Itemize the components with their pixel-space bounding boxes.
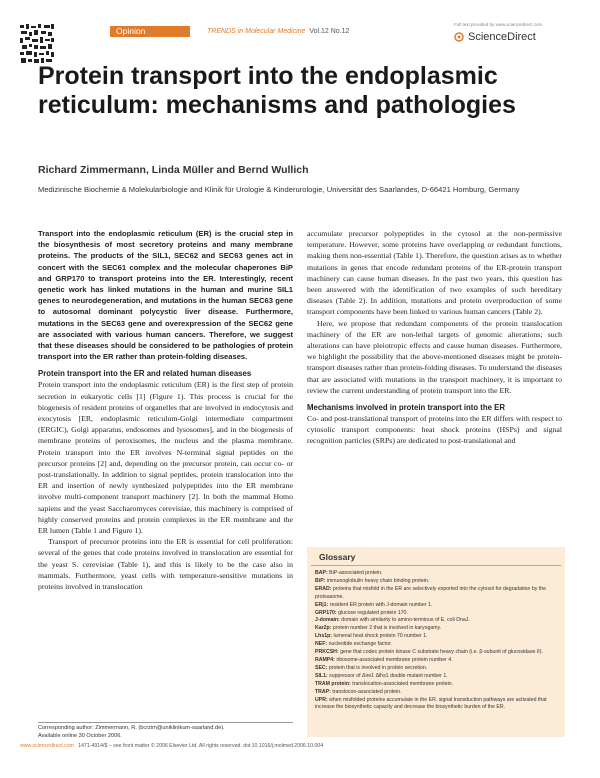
- glossary-item: [315, 689, 557, 697]
- glossary-item: [315, 570, 557, 578]
- glossary-item: [315, 625, 557, 633]
- glossary-term: UPR:: [315, 696, 328, 703]
- corresponding-author: Corresponding author: Zimmermann, R. (bcrzim@uniklinikum-saarland.de).: [38, 725, 225, 731]
- abstract: Transport into the endoplasmic reticulum (ER) is the crucial step in the biosynthesis of most secretory proteins and many membrane proteins. The products of the SIL1, SEC62 and SEC63 genes act in concert with the SEC61 complex and the molecular chaperones BiP and GRP170 to transport proteins into the ER. Interestingly, recent genetic work has linked mutations in the human and murine SIL1 genes to neurodegeneration, and mutations in the human SEC63 gene to autosomal dominant polycystic liver disease. Furthermore, mutations in the SEC63 gene and overexpression of the SEC62 gene are associated with various human cancers. Therefore, we suggest that these diseases should be considered to be pathologies of protein transport into the ER rather than protein-folding diseases.: [38, 229, 293, 362]
- glossary-term: TRAP:: [315, 688, 331, 695]
- sciencedirect-icon: [454, 32, 464, 42]
- glossary-box: [307, 547, 565, 737]
- paragraph: Protein transport into the endoplasmic reticulum (ER) is the first step of protein secretion in eukaryotic cells [1] (Figure 1). This process is crucial for the biogenesis of resident proteins of organelles that are involved in endocytosis and exocytosis [ER, endoplasmic reticulum-Golgi intermediate compartment (ERGIC), Golgi apparatus, endosomes and lysosomes], and in the biogenesis of membrane proteins of peroxisomes, the nucleus and the plasma membrane. Protein transport into the ER involves N-terminal signal peptides on the precursor proteins [2] and, depending on the precursor protein, can occur co- or post-translationally. In addition to signal peptides, protein translocation into the ER and insertion of newly synthesized polypeptides into the ER membrane involve multi-component transport machinery [2]. In both the mammal Homo sapiens and the yeast Saccharomyces cerevisiae, this machinery is comprised of highly conserved proteins and protein complexes in the ER membrane and the ER lumen (Table 1 and Figure 1).: [38, 380, 293, 536]
- glossary-definition: nucleotide exchange factor.: [328, 641, 392, 648]
- glossary-definition: protein number 2 that is involved in karyogamy.: [332, 625, 442, 632]
- glossary-definition: ribosome-associated membrane protein number 4.: [336, 656, 453, 663]
- glossary-item: [315, 610, 557, 618]
- right-column: [307, 228, 562, 447]
- glossary-title: Glossary: [311, 547, 561, 566]
- glossary-term: SEC:: [315, 664, 328, 671]
- glossary-definition: lumenal heat shock protein 70 number 1.: [333, 633, 428, 640]
- glossary-item: [315, 633, 557, 641]
- page-footer: [20, 743, 580, 749]
- glossary-term: Lhs1p:: [315, 633, 333, 640]
- glossary-term: PRKCSH:: [315, 649, 339, 656]
- glossary-definition: glucose regulated protein 170.: [338, 609, 408, 616]
- footer-issn: 1471-4914/$ – see front matter © 2006 Elsevier Ltd. All rights reserved. doi:10.1016/j.molmed.2006.10.004: [78, 743, 324, 749]
- journal-volume: Vol.12 No.12: [309, 28, 350, 35]
- glossary-term: ERAD:: [315, 585, 332, 592]
- glossary-term: TRAM protein:: [315, 680, 351, 687]
- glossary-term: BiP:: [315, 577, 326, 584]
- glossary-item: [315, 673, 557, 681]
- glossary-term: SIL1:: [315, 672, 328, 679]
- journal-name: TRENDS in Molecular Medicine: [207, 28, 306, 35]
- glossary-item: [315, 641, 557, 649]
- glossary-term: RAMP4:: [315, 656, 335, 663]
- glossary-item: [315, 578, 557, 586]
- article-title: Protein transport into the endoplasmic reticulum: mechanisms and pathologies: [38, 62, 516, 119]
- paragraph: accumulate precursor polypeptides in the cytosol at the non-permissive temperature. However, some proteins have overlapping or redundant functions, making them non-essential (Table 1). Therefore, the question arises as to whether mutations in genes that encode redundant proteins of the ER-protein transport machinery can cause human diseases. In the past two years, this question has been answered with the identification of two examples of such hereditary diseases (Table 2). In addition, mutations and protein overproduction of some transport components have been linked to various human cancers (Table 2).: [307, 229, 562, 317]
- glossary-term: ERj1:: [315, 601, 329, 608]
- glossary-term: GRP170:: [315, 609, 337, 616]
- glossary-definition: proteins that misfold in the ER are selectively exported into the cytosol for degradation by the proteasome.: [315, 585, 546, 600]
- paragraph: Here, we propose that redundant components of the protein translocation machinery of the ER are non-lethal targets of genomic alterations; such alterations can have pleiotropic effects and cause human diseases. Furthermore, we highlight the possibility that the above-mentioned diseases might be protein-transport diseases rather than protein-folding diseases. To understand the diseases that are associated with mutations in the transport machinery, it is important to review the current understanding of protein transport into the ER.: [307, 318, 562, 395]
- glossary-item: [315, 617, 557, 625]
- logo-small-text: Full text provided by www.sciencedirect.com: [454, 22, 543, 27]
- paragraph: Co- and post-translational transport of proteins into the ER differs with respect to cytosolic transport components: heat shock proteins (HSPs) and signal recognition particles (SRPs) are dedicated to post-translational and: [307, 414, 562, 446]
- glossary-definition: resident ER protein with J-domain number 1.: [329, 601, 433, 608]
- glossary-definition: immunoglobulin heavy chain binding protein.: [326, 577, 430, 584]
- sciencedirect-logo: [454, 22, 574, 52]
- glossary-definition: gene that codes protein kinase C substrate heavy chain (i.e. β-subunit of glucosidase II).: [340, 649, 543, 656]
- article-authors: Richard Zimmermann, Linda Müller and Bernd Wullich: [38, 164, 309, 176]
- glossary-definition: when misfolded proteins accumulate in the ER, signal transduction pathways are activated that increase the biosynthetic capacity and decrease the biosynthetic burden of the ER.: [315, 696, 547, 711]
- glossary-item: [315, 697, 557, 713]
- glossary-definition: suppressor of Δire1 Δlhs1 double mutant number 1.: [329, 672, 448, 679]
- article-affiliation: Medizinische Biochemie & Molekularbiologie and Klinik für Urologie & Kinderurologie, Universität des Saarlandes, D-66421 Homburg, Germany: [38, 185, 520, 194]
- glossary-item: [315, 681, 557, 689]
- glossary-item: [315, 586, 557, 602]
- glossary-item: [315, 665, 557, 673]
- paragraph: Transport of precursor proteins into the ER is essential for cell proliferation: several of the genes that code proteins involved in translocation are essential for the yeast S. cerevisiae (Table 1), and this is likely to be the case also in mammals. Furthermore, yeast cells with temperature-sensitive mutations in proteins involved in translocation: [38, 537, 293, 592]
- glossary-term: BAP:: [315, 570, 328, 576]
- footer-site-link[interactable]: www.sciencedirect.com: [20, 743, 74, 749]
- glossary-definition: domain with similarity to amino-terminus of E. coli DnaJ.: [341, 617, 470, 624]
- publisher-logo-icon: [18, 22, 56, 66]
- footnote: [38, 722, 293, 740]
- section-heading-2: Mechanisms involved in protein transport into the ER: [307, 403, 505, 413]
- glossary-term: Kar2p:: [315, 625, 332, 632]
- section-tag: Opinion: [110, 26, 190, 37]
- glossary-term: NEF:: [315, 641, 328, 648]
- glossary-definition: protein that is involved in protein secretion.: [328, 664, 428, 671]
- glossary-item: [315, 602, 557, 610]
- left-column: [38, 228, 293, 592]
- glossary-item: [315, 649, 557, 657]
- glossary-definition: translocon-associated protein.: [332, 688, 402, 695]
- journal-info: [207, 26, 349, 37]
- glossary-term: J-domain:: [315, 617, 340, 624]
- glossary-definition: translocation-associated membrane protein.: [352, 680, 454, 687]
- logo-text: ScienceDirect: [468, 31, 536, 43]
- glossary-item: [315, 657, 557, 665]
- section-heading-1: Protein transport into the ER and related human diseases: [38, 369, 252, 379]
- glossary-list: [307, 566, 565, 712]
- available-online: Available online 30 October 2006.: [38, 732, 122, 739]
- glossary-definition: BiP-associated protein.: [329, 570, 383, 576]
